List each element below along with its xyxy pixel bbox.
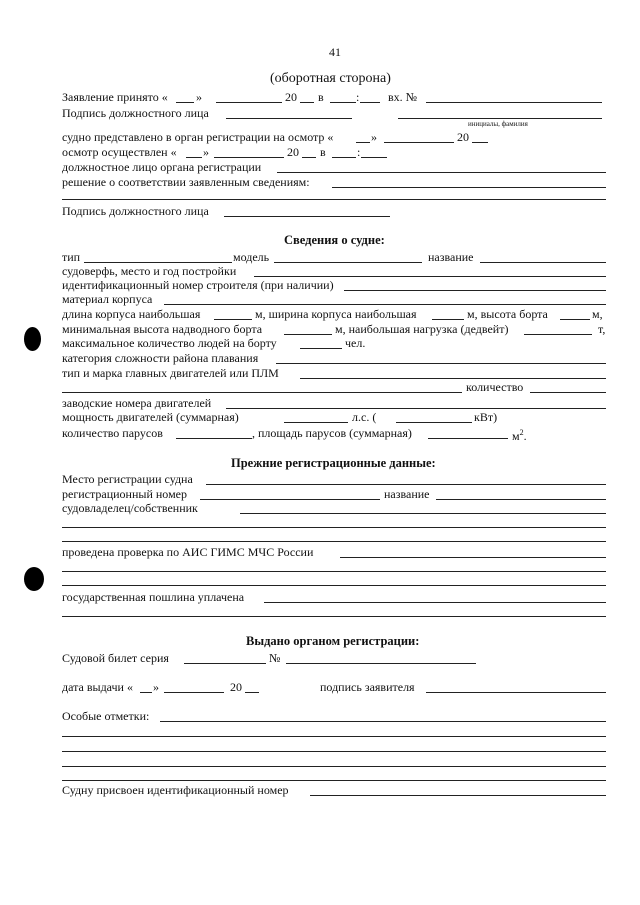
accepted-at: в <box>318 90 324 104</box>
vessel-name-label: название <box>428 250 474 264</box>
assigned-id-label: Судну присвоен идентификационный номер <box>62 783 289 797</box>
reg-official-line[interactable] <box>277 172 606 173</box>
ais-check-line-1[interactable] <box>340 557 606 558</box>
accepted-colon: : <box>356 90 360 104</box>
power-label: мощность двигателей (суммарная) <box>62 410 239 424</box>
submitted-year-prefix: 20 <box>457 130 469 144</box>
accepted-year-prefix: 20 <box>285 90 297 104</box>
ais-check-line-2[interactable] <box>62 571 606 572</box>
prev-place-line[interactable] <box>206 484 606 485</box>
submitted-label: судно представлено в орган регистрации на осмотр « <box>62 130 334 144</box>
inspected-label: осмотр осуществлен « <box>62 145 177 159</box>
engines-label: тип и марка главных двигателей или ПЛМ <box>62 366 279 380</box>
engines-line-2[interactable] <box>62 392 462 393</box>
engines-line-1[interactable] <box>300 378 606 379</box>
quantity-label: количество <box>466 380 524 394</box>
prev-owner-label: судовладелец/собственник <box>62 501 198 515</box>
deadweight-line[interactable] <box>524 334 592 335</box>
power-kw-line[interactable] <box>396 422 472 423</box>
hull-length-label: длина корпуса наибольшая <box>62 307 201 321</box>
power-hp-line[interactable] <box>284 422 348 423</box>
issue-date-month-line[interactable] <box>164 692 224 693</box>
engine-serials-label: заводские номера двигателей <box>62 396 212 410</box>
special-notes-line-5[interactable] <box>62 780 606 781</box>
page-number: 41 <box>329 45 341 59</box>
board-height-label: м, высота борта <box>467 307 548 321</box>
official-signature-label: Подпись должностного лица <box>62 106 209 120</box>
inspected-minute-line[interactable] <box>361 157 387 158</box>
prev-owner-line-1[interactable] <box>240 513 606 514</box>
ais-check-line-3[interactable] <box>62 585 606 586</box>
people-unit: чел. <box>345 336 366 350</box>
vessel-type-label: тип <box>62 250 81 264</box>
freeboard-line[interactable] <box>284 334 332 335</box>
submitted-year-line[interactable] <box>472 142 488 143</box>
special-notes-line-1[interactable] <box>160 721 606 722</box>
submitted-quote: » <box>371 130 377 144</box>
ticket-number-line[interactable] <box>286 663 476 664</box>
prev-reg-number-line[interactable] <box>200 499 380 500</box>
accepted-month-line[interactable] <box>216 102 282 103</box>
freeboard-label: минимальная высота надводного борта <box>62 322 263 336</box>
reverse-side-title: (оборотная сторона) <box>270 71 391 86</box>
ticket-number-label: № <box>269 651 281 665</box>
builder-id-label: идентификационный номер строителя (при наличии) <box>62 278 334 292</box>
power-kw-unit: кВт) <box>474 410 498 424</box>
engine-serials-line[interactable] <box>226 408 606 409</box>
vessel-heading: Сведения о судне: <box>284 233 385 247</box>
hull-material-line[interactable] <box>164 304 606 305</box>
issued-heading: Выдано органом регистрации: <box>246 634 420 648</box>
prev-owner-line-3[interactable] <box>62 541 606 542</box>
sails-label: количество парусов <box>62 426 163 440</box>
inspected-year-line[interactable] <box>302 157 316 158</box>
reg-official-label: должностное лицо органа регистрации <box>62 160 262 174</box>
inspected-day-line[interactable] <box>186 157 202 158</box>
inspected-month-line[interactable] <box>214 157 284 158</box>
applicant-signature-label: подпись заявителя <box>320 680 415 694</box>
special-notes-line-4[interactable] <box>62 766 606 767</box>
submitted-month-line[interactable] <box>384 142 454 143</box>
accepted-inno-line[interactable] <box>426 102 602 103</box>
official-name-line[interactable] <box>398 118 602 119</box>
sails-area-unit-exponent: 2 <box>519 428 524 437</box>
prev-owner-line-2[interactable] <box>62 527 606 528</box>
fee-paid-line-1[interactable] <box>264 602 606 603</box>
ais-check-label: проведена проверка по АИС ГИМС МЧС России <box>62 545 314 559</box>
sails-area-label: , площадь парусов (суммарная) <box>252 426 412 440</box>
inspected-at: в <box>320 145 326 159</box>
deadweight-label: м, наибольшая нагрузка (дедвейт) <box>335 322 509 336</box>
prev-name-label: название <box>384 487 430 501</box>
accepted-day-line[interactable] <box>176 102 194 103</box>
official-signature2-label: Подпись должностного лица <box>62 204 209 218</box>
shipyard-label: судоверфь, место и год постройки <box>62 264 237 278</box>
vessel-model-label: модель <box>233 250 270 264</box>
nav-area-line[interactable] <box>276 363 606 364</box>
prev-heading: Прежние регистрационные данные: <box>231 456 436 470</box>
board-height-line[interactable] <box>560 319 590 320</box>
ticket-series-label: Судовой билет серия <box>62 651 169 665</box>
issue-date-day-line[interactable] <box>140 692 152 693</box>
power-hp-unit: л.с. ( <box>352 410 377 424</box>
official-signature-line[interactable] <box>226 118 352 119</box>
special-notes-label: Особые отметки: <box>62 709 150 723</box>
ticket-series-line[interactable] <box>184 663 266 664</box>
sails-area-unit: $м^2$. <box>512 428 527 443</box>
initials-caption: инициалы, фамилия <box>468 120 528 128</box>
hull-width-line[interactable] <box>432 319 464 320</box>
issue-date-quote: » <box>153 680 159 694</box>
issue-date-label: дата выдачи « <box>62 680 133 694</box>
accepted-quote: » <box>196 90 202 104</box>
submitted-day-line[interactable] <box>356 142 370 143</box>
issue-date-year-line[interactable] <box>245 692 259 693</box>
board-height-unit: м, <box>592 307 603 321</box>
punch-hole-bottom <box>24 567 44 591</box>
hull-width-label: м, ширина корпуса наибольшая <box>255 307 417 321</box>
people-line[interactable] <box>300 348 342 349</box>
accepted-hour-line[interactable] <box>330 102 356 103</box>
deadweight-unit: т, <box>598 322 606 336</box>
hull-material-label: материал корпуса <box>62 292 153 306</box>
prev-reg-number-label: регистрационный номер <box>62 487 187 501</box>
issue-date-year-prefix: 20 <box>230 680 242 694</box>
vessel-name-line[interactable] <box>480 262 606 263</box>
nav-area-label: категория сложности района плавания <box>62 351 259 365</box>
special-notes-line-2[interactable] <box>62 736 606 737</box>
sails-count-line[interactable] <box>176 438 252 439</box>
fee-paid-label: государственная пошлина уплачена <box>62 590 245 604</box>
assigned-id-line[interactable] <box>310 795 606 796</box>
prev-name-line[interactable] <box>436 499 606 500</box>
quantity-line[interactable] <box>530 392 606 393</box>
accepted-minute-line[interactable] <box>360 102 380 103</box>
applicant-signature-line[interactable] <box>426 692 606 693</box>
people-label: максимальное количество людей на борту <box>62 336 277 350</box>
decision-line-2[interactable] <box>62 199 606 200</box>
builder-id-line[interactable] <box>344 290 606 291</box>
special-notes-line-3[interactable] <box>62 751 606 752</box>
sails-area-line[interactable] <box>428 438 508 439</box>
inspected-colon: : <box>357 145 361 159</box>
punch-hole-top <box>24 327 41 351</box>
inspected-quote: » <box>203 145 209 159</box>
hull-length-line[interactable] <box>214 319 252 320</box>
shipyard-line[interactable] <box>254 276 606 277</box>
prev-place-label: Место регистрации судна <box>62 472 193 486</box>
accepted-year-line[interactable] <box>300 102 314 103</box>
official-signature2-line[interactable] <box>224 216 390 217</box>
accepted-inno-label: вх. № <box>388 90 418 104</box>
inspected-year-prefix: 20 <box>287 145 299 159</box>
fee-paid-line-2[interactable] <box>62 616 606 617</box>
inspected-hour-line[interactable] <box>332 157 356 158</box>
vessel-type-line[interactable] <box>84 262 232 263</box>
decision-label: решение о соответствии заявленным сведениям: <box>62 175 310 189</box>
accepted-label: Заявление принято « <box>62 90 168 104</box>
vessel-model-line[interactable] <box>274 262 422 263</box>
decision-line-1[interactable] <box>332 187 606 188</box>
